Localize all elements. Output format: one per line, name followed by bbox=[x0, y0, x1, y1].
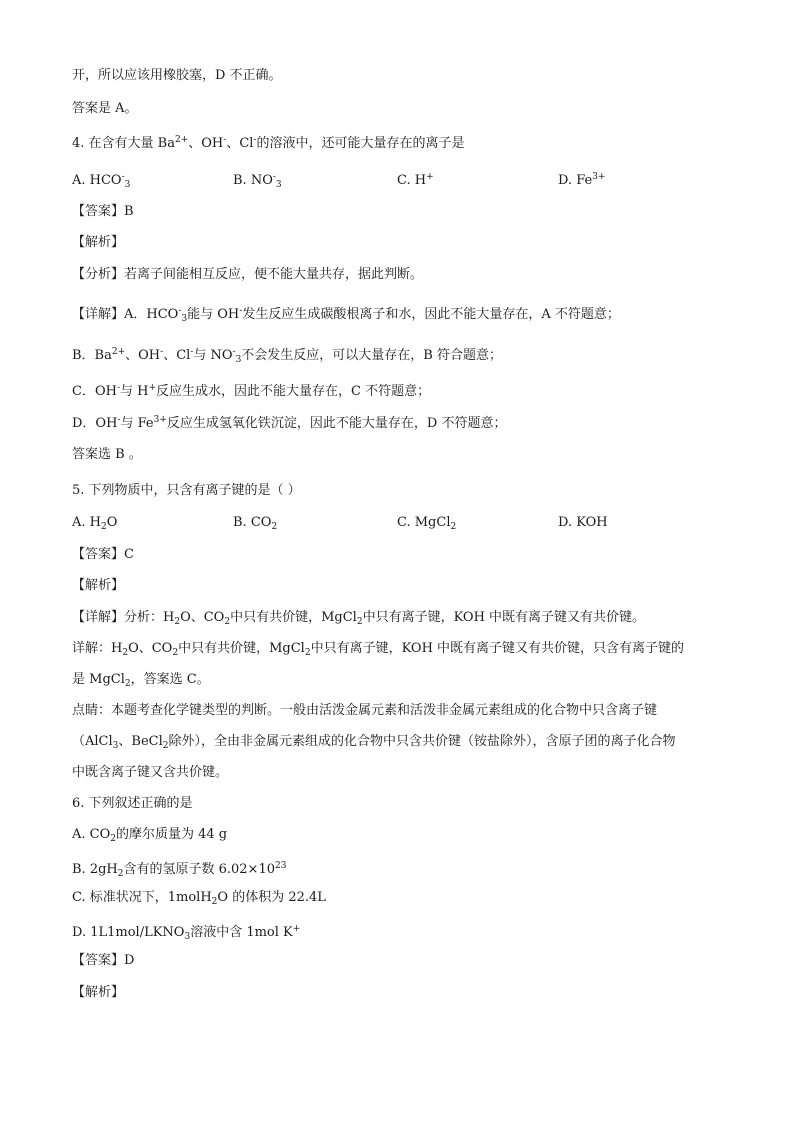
text-line: 【详解】分析：$H_2O$、$CO_2$中只有共价键，MgCl$_2$中只有离子键，KOH 中既有离子键又有共价键。 bbox=[72, 610, 646, 627]
text-line: （AlCl$_3$、BeCl$_2$除外），全由非金属元素组成的化合物中只含共价键（铵盐除外），含原子团的离子化合物 bbox=[72, 734, 676, 751]
answer-label: 【答案】D bbox=[72, 953, 135, 968]
option-d: D. $Fe^{3+}$ bbox=[558, 172, 606, 188]
question-4: 4. 在含有大量 $Ba^{2+}$、OH-、Cl-的溶液中，还可能大量存在的离子是 bbox=[72, 135, 465, 151]
text-line: 开，所以应该用橡胶塞，D 不正确。 bbox=[72, 68, 282, 83]
answer-label: 【答案】C bbox=[72, 547, 134, 562]
text-line: 详解：$H_2O$、$CO_2$中只有共价键，MgCl$_2$中只有离子键，KOH 中既有离子键又有共价键，只含有离子键的 bbox=[72, 641, 685, 658]
text-line: C．OH-与 H+反应生成水，因此不能大量存在，C 不符题意； bbox=[72, 383, 431, 399]
option-c: C. H+ bbox=[397, 172, 434, 188]
option-c: C. MgCl$_2$ bbox=[397, 515, 457, 532]
text-line: 中既含离子键又含共价键。 bbox=[72, 765, 229, 780]
question-6: 6. 下列叙述正确的是 bbox=[72, 796, 193, 811]
text-line: 【详解】A．$HCO^-_3$能与 OH-发生反应生成碳酸根离子和水，因此不能大量存在，A 不符题意； bbox=[72, 306, 620, 324]
text-line: 【分析】若离子间能相互反应，便不能大量共存，据此判断。 bbox=[72, 267, 424, 282]
answer-label: 【答案】B bbox=[72, 204, 134, 219]
text-line: D．OH-与 $Fe^{3+}$反应生成氢氧化铁沉淀，因此不能大量存在，D 不符题意； bbox=[72, 415, 507, 431]
text-line: 是 MgCl$_2$，答案选 C。 bbox=[72, 672, 210, 689]
text-line: 答案选 B 。 bbox=[72, 447, 142, 462]
option-d: D. KOH bbox=[558, 515, 608, 530]
analysis-label: 【解析】 bbox=[72, 985, 125, 1000]
question-5: 5. 下列物质中，只含有离子键的是（ ） bbox=[72, 483, 301, 498]
option-d: D. $1L1mol/LKNO_3$溶液中含 1mol K+ bbox=[72, 924, 301, 942]
option-b: B. $NO^-_3$ bbox=[233, 172, 282, 190]
analysis-label: 【解析】 bbox=[72, 235, 125, 250]
option-b: B. $CO_2$ bbox=[233, 515, 278, 532]
text-line: 点睛：本题考查化学键类型的判断。一般由活泼金属元素和活泼非金属元素组成的化合物中只含离子键 bbox=[72, 703, 658, 718]
option-a: A. $HCO^-_3$ bbox=[72, 172, 131, 190]
option-c: C. 标准状况下，1molH$_2$O 的体积为 22.4L bbox=[72, 890, 326, 907]
option-a: A. $CO_2$的摩尔质量为 44 g bbox=[72, 827, 228, 844]
analysis-label: 【解析】 bbox=[72, 578, 125, 593]
text-line: B．$Ba^{2+}$、OH-、Cl-与 $NO^-_3$不会发生反应，可以大量存在，B 符合题意； bbox=[72, 347, 502, 365]
option-a: A. $H_2O$ bbox=[72, 515, 118, 532]
option-b: B. $2gH_2$含有的氢原子数 $6.02\times 10^{23}$ bbox=[72, 861, 287, 879]
text-line: 答案是 A。 bbox=[72, 101, 138, 116]
